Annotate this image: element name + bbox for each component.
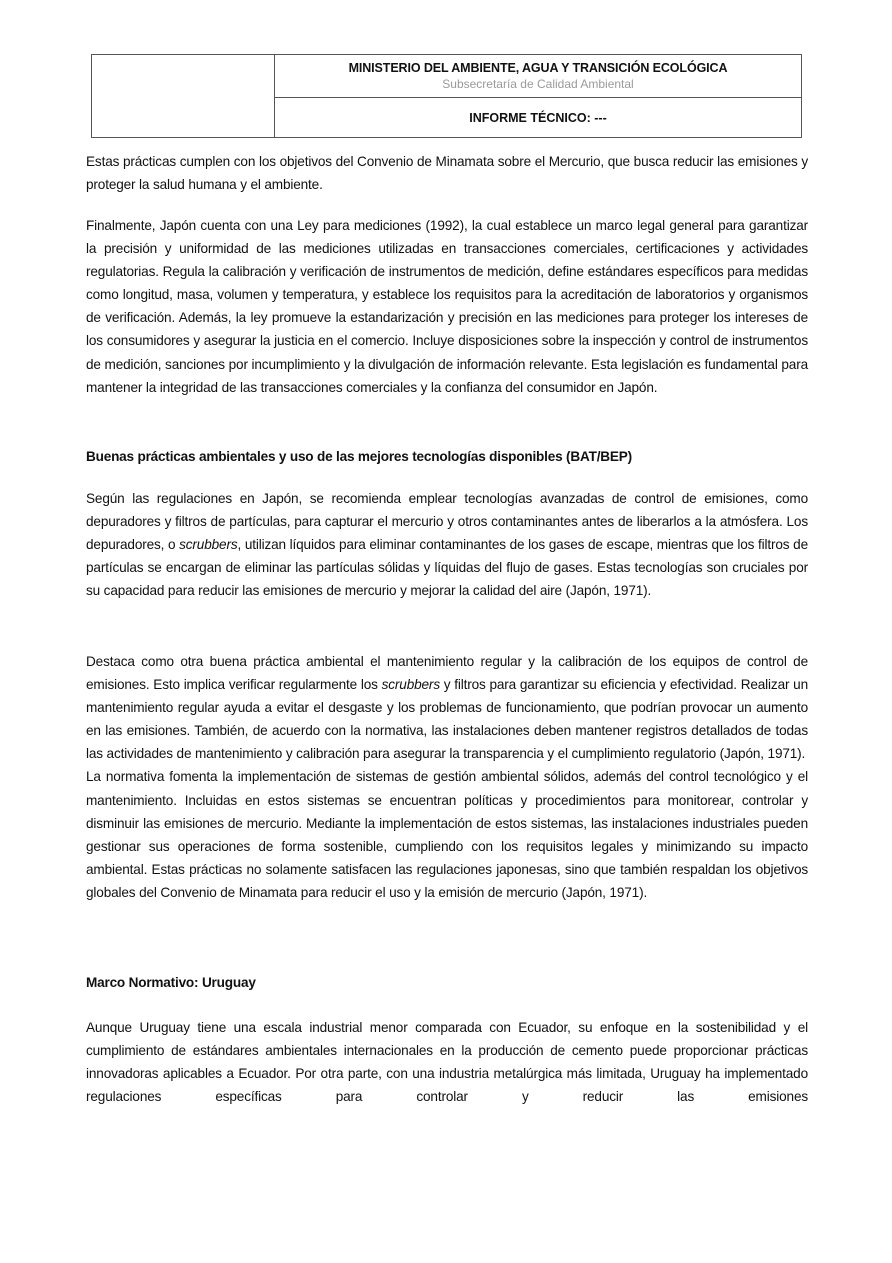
paragraph-mantenimiento <box>86 650 808 904</box>
document-header-table <box>91 54 802 138</box>
paragraph-minamata <box>86 150 808 196</box>
paragraph-tecnologias <box>86 487 808 602</box>
section-heading-uruguay: Marco Normativo: Uruguay <box>86 975 256 990</box>
section-heading-bat-bep: Buenas prácticas ambientales y uso de las mejores tecnologías disponibles (BAT/BEP) <box>86 449 632 464</box>
subsecretaria-name: Subsecretaría de Calidad Ambiental <box>442 77 634 91</box>
text-run: Según las regulaciones en Japón, se recomienda emplear tecnologías avanzadas de control de emisiones, como depuradores y filtros de partículas, para capturar el mercurio y otros contaminantes antes de liberarlos a la atmósfera. Los depuradores, o <box>86 491 808 553</box>
paragraph-text <box>86 487 808 602</box>
logo-cell <box>92 55 275 137</box>
paragraph-text <box>86 650 808 765</box>
text-run: y filtros para garantizar su eficiencia y efectividad. Realizar un mantenimiento regular ayuda a evitar el desgaste y los problemas de funcionamiento, que podrían provocar un aumento en las emisiones. También, de acuerdo con la normativa, las instalaciones deben mantener registros detallados de todas las actividades de mantenimiento y calibración para asegurar la transparencia y el cumplimiento regulatorio (Japón, 1971). <box>86 677 808 762</box>
italic-term: scrubbers <box>381 677 440 693</box>
paragraph-uruguay <box>86 1016 808 1108</box>
text-run: , utilizan líquidos para eliminar contaminantes de los gases de escape, mientras que los filtros de partículas se encargan de eliminar las partículas sólidas y líquidas del flujo de gases. Estas tecnologías son cruciales por su capacidad para reducir las emisiones de mercurio y mejorar la calidad del aire (Japón, 1971). <box>86 537 808 599</box>
paragraph-text: La normativa fomenta la implementación de sistemas de gestión ambiental sólidos, además del control tecnológico y el mantenimiento. Incluidas en estos sistemas se encuentran políticas y procedimientos para monitorear, controlar y disminuir las emisiones de mercurio. Mediante la implementación de estos sistemas, las instalaciones industriales pueden gestionar sus operaciones de forma sostenible, cumpliendo con los requisitos legales y minimizando su impacto ambiental. Estas prácticas no solamente satisfacen las regulaciones japonesas, sino que también respaldan los objetivos globales del Convenio de Minamata para reducir el uso y la emisión de mercurio (Japón, 1971). <box>86 769 808 900</box>
paragraph-text: Finalmente, Japón cuenta con una Ley para mediciones (1992), la cual establece un marco legal general para garantizar la precisión y uniformidad de las mediciones utilizadas en transacciones comerciales, certificaciones y actividades regulatorias. Regula la calibración y verificación de instrumentos de medición, define estándares específicos para medidas como longitud, masa, volumen y temperatura, y establece los requisitos para la acreditación de laboratorios y organismos de verificación. Además, la ley promueve la estandarización y precisión en las mediciones para proteger los intereses de los consumidores y asegurar la justicia en el comercio. Incluye disposiciones sobre la inspección y control de instrumentos de medición, sanciones por incumplimiento y la divulgación de información relevante. Esta legislación es fundamental para mantener la integridad de las transacciones comerciales y la confianza del consumidor en Japón. <box>86 218 808 395</box>
ministry-block <box>275 55 801 98</box>
text-run: Destaca como otra buena práctica ambiental el mantenimiento regular y la calibración de los equipos de control de emisiones. Esto implica verificar regularmente los <box>86 654 808 693</box>
header-title-cell <box>275 55 801 137</box>
report-title: INFORME TÉCNICO: --- <box>469 110 607 125</box>
paragraph-ley-mediciones <box>86 214 808 399</box>
italic-term: scrubbers <box>179 537 238 553</box>
paragraph-text: Estas prácticas cumplen con los objetivos del Convenio de Minamata sobre el Mercurio, que busca reducir las emisiones y proteger la salud humana y el ambiente. <box>86 154 808 193</box>
paragraph-text: Aunque Uruguay tiene una escala industrial menor comparada con Ecuador, su enfoque en la sostenibilidad y el cumplimiento de estándares ambientales internacionales en la producción de cemento puede proporcionar prácticas innovadoras aplicables a Ecuador. Por otra parte, con una industria metalúrgica más limitada, Uruguay ha implementado regulaciones específicas para controlar y reducir las emisiones <box>86 1020 808 1105</box>
ministry-name: MINISTERIO DEL AMBIENTE, AGUA Y TRANSICIÓN ECOLÓGICA <box>348 61 728 75</box>
